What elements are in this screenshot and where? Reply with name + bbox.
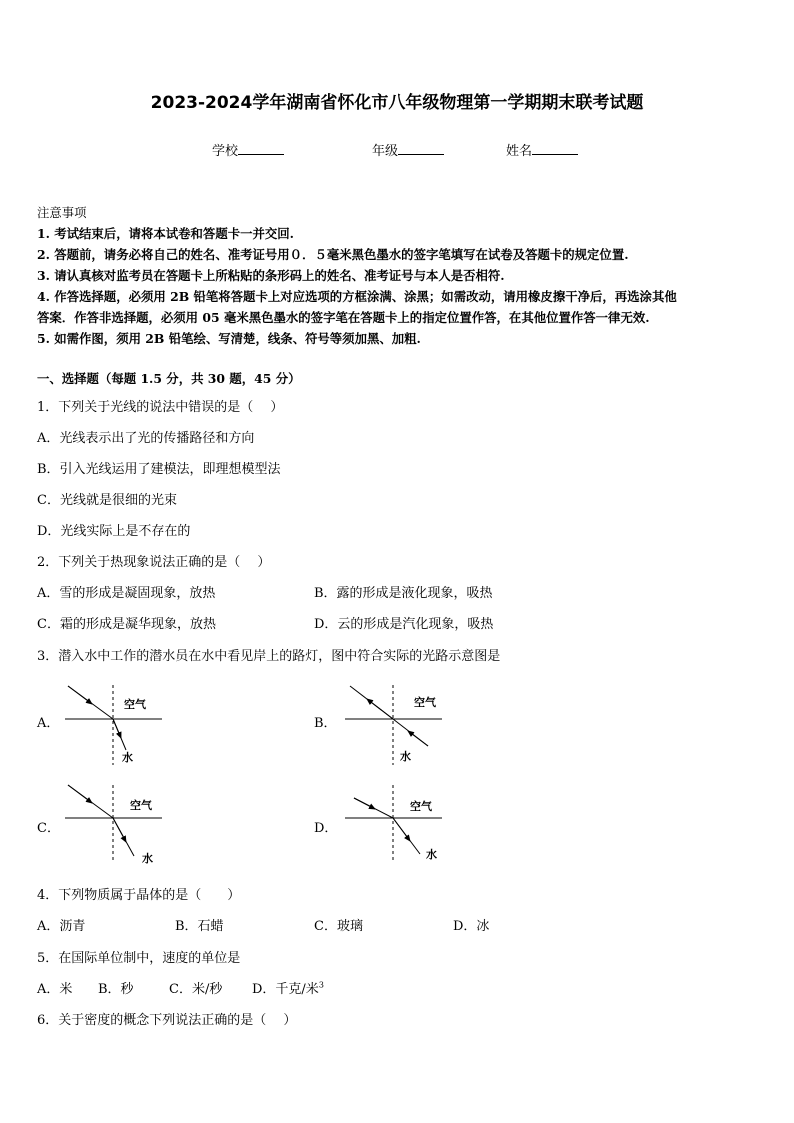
school-blank[interactable] (238, 142, 284, 155)
option[interactable]: A．雪的形成是凝固现象，放热 (37, 586, 216, 601)
air-label: 空气 (124, 698, 146, 711)
water-label: 水 (426, 848, 437, 861)
section-heading: 一、选择题（每题 1.5 分，共 30 题，45 分） (37, 371, 301, 386)
option[interactable]: C．光线就是很细的光束 (37, 493, 177, 508)
question-stem: 5．在国际单位制中，速度的单位是 (37, 951, 241, 966)
notice-item: 1. 考试结束后，请将本试卷和答题卡一并交回. (37, 226, 294, 241)
name-blank[interactable] (532, 142, 578, 155)
superscript: 3 (318, 980, 324, 990)
air-label: 空气 (414, 696, 436, 709)
notice-heading: 注意事项 (37, 205, 87, 220)
option[interactable] (252, 978, 324, 997)
option[interactable]: A．沥青 (37, 919, 86, 934)
option[interactable]: A．光线表示出了光的传播路径和方向 (37, 431, 255, 446)
option[interactable]: C．玻璃 (314, 919, 363, 934)
air-label: 空气 (130, 799, 152, 812)
page-title: 2023-2024学年湖南省怀化市八年级物理第一学期期末联考试题 (150, 93, 644, 113)
option-label[interactable]: B． (314, 716, 337, 731)
water-label: 水 (400, 750, 411, 763)
option[interactable]: B．石蜡 (175, 919, 224, 934)
option[interactable]: B．引入光线运用了建模法，即理想模型法 (37, 462, 281, 477)
name-label: 姓名 (506, 144, 533, 159)
option[interactable]: B．秒 (98, 982, 134, 997)
school-field[interactable] (212, 140, 284, 159)
option[interactable]: C．米/秒 (169, 982, 223, 997)
notice-item: 答案．作答非选择题，必须用 05 毫米黑色墨水的签字笔在答题卡上的指定位置作答，在其他位置作答一律无效. (37, 310, 650, 325)
water-label: 水 (122, 751, 133, 764)
grade-label: 年级 (372, 144, 399, 159)
grade-field[interactable] (372, 140, 444, 159)
notice-item: 5. 如需作图，须用 2B 铅笔绘、写清楚，线条、符号等须加黑、加粗. (37, 331, 421, 346)
option[interactable]: D．云的形成是汽化现象，吸热 (314, 617, 494, 632)
air-label: 空气 (410, 800, 432, 813)
option-label[interactable]: C． (37, 821, 60, 836)
notice-item: 4. 作答选择题，必须用 2B 铅笔将答题卡上对应选项的方框涂满、涂黑；如需改动，请用橡皮擦干净后，再选涂其他 (37, 289, 677, 304)
question-stem: 3．潜入水中工作的潜水员在水中看见岸上的路灯，图中符合实际的光路示意图是 (37, 649, 501, 664)
question-stem: 2．下列关于热现象说法正确的是（ ） (37, 555, 271, 570)
option[interactable]: B．露的形成是液化现象，吸热 (314, 586, 493, 601)
option-text: D．千克/米 (252, 982, 319, 997)
option[interactable]: C．霜的形成是凝华现象，放热 (37, 617, 216, 632)
diagram-a (60, 680, 170, 770)
school-label: 学校 (212, 144, 239, 159)
notice-item: 3. 请认真核对监考员在答题卡上所粘贴的条形码上的姓名、准考证号与本人是否相符. (37, 268, 505, 283)
name-field[interactable] (506, 140, 578, 159)
option-label[interactable]: A． (37, 716, 60, 731)
option[interactable]: D．光线实际上是不存在的 (37, 524, 191, 539)
option[interactable]: A．米 (37, 982, 73, 997)
diagram-d (340, 782, 450, 872)
water-label: 水 (142, 852, 153, 865)
question-stem: 4．下列物质属于晶体的是（ ） (37, 888, 241, 903)
option[interactable]: D．冰 (453, 919, 490, 934)
question-stem: 1．下列关于光线的说法中错误的是（ ） (37, 400, 284, 415)
grade-blank[interactable] (398, 142, 444, 155)
option-label[interactable]: D． (314, 821, 338, 836)
diagram-c (60, 782, 170, 872)
question-stem: 6．关于密度的概念下列说法正确的是（ ） (37, 1013, 297, 1028)
notice-item: 2. 答题前，请务必将自己的姓名、准考证号用０．５毫米黑色墨水的签字笔填写在试卷及答题卡的规定位置. (37, 247, 629, 262)
diagram-b (340, 680, 450, 770)
